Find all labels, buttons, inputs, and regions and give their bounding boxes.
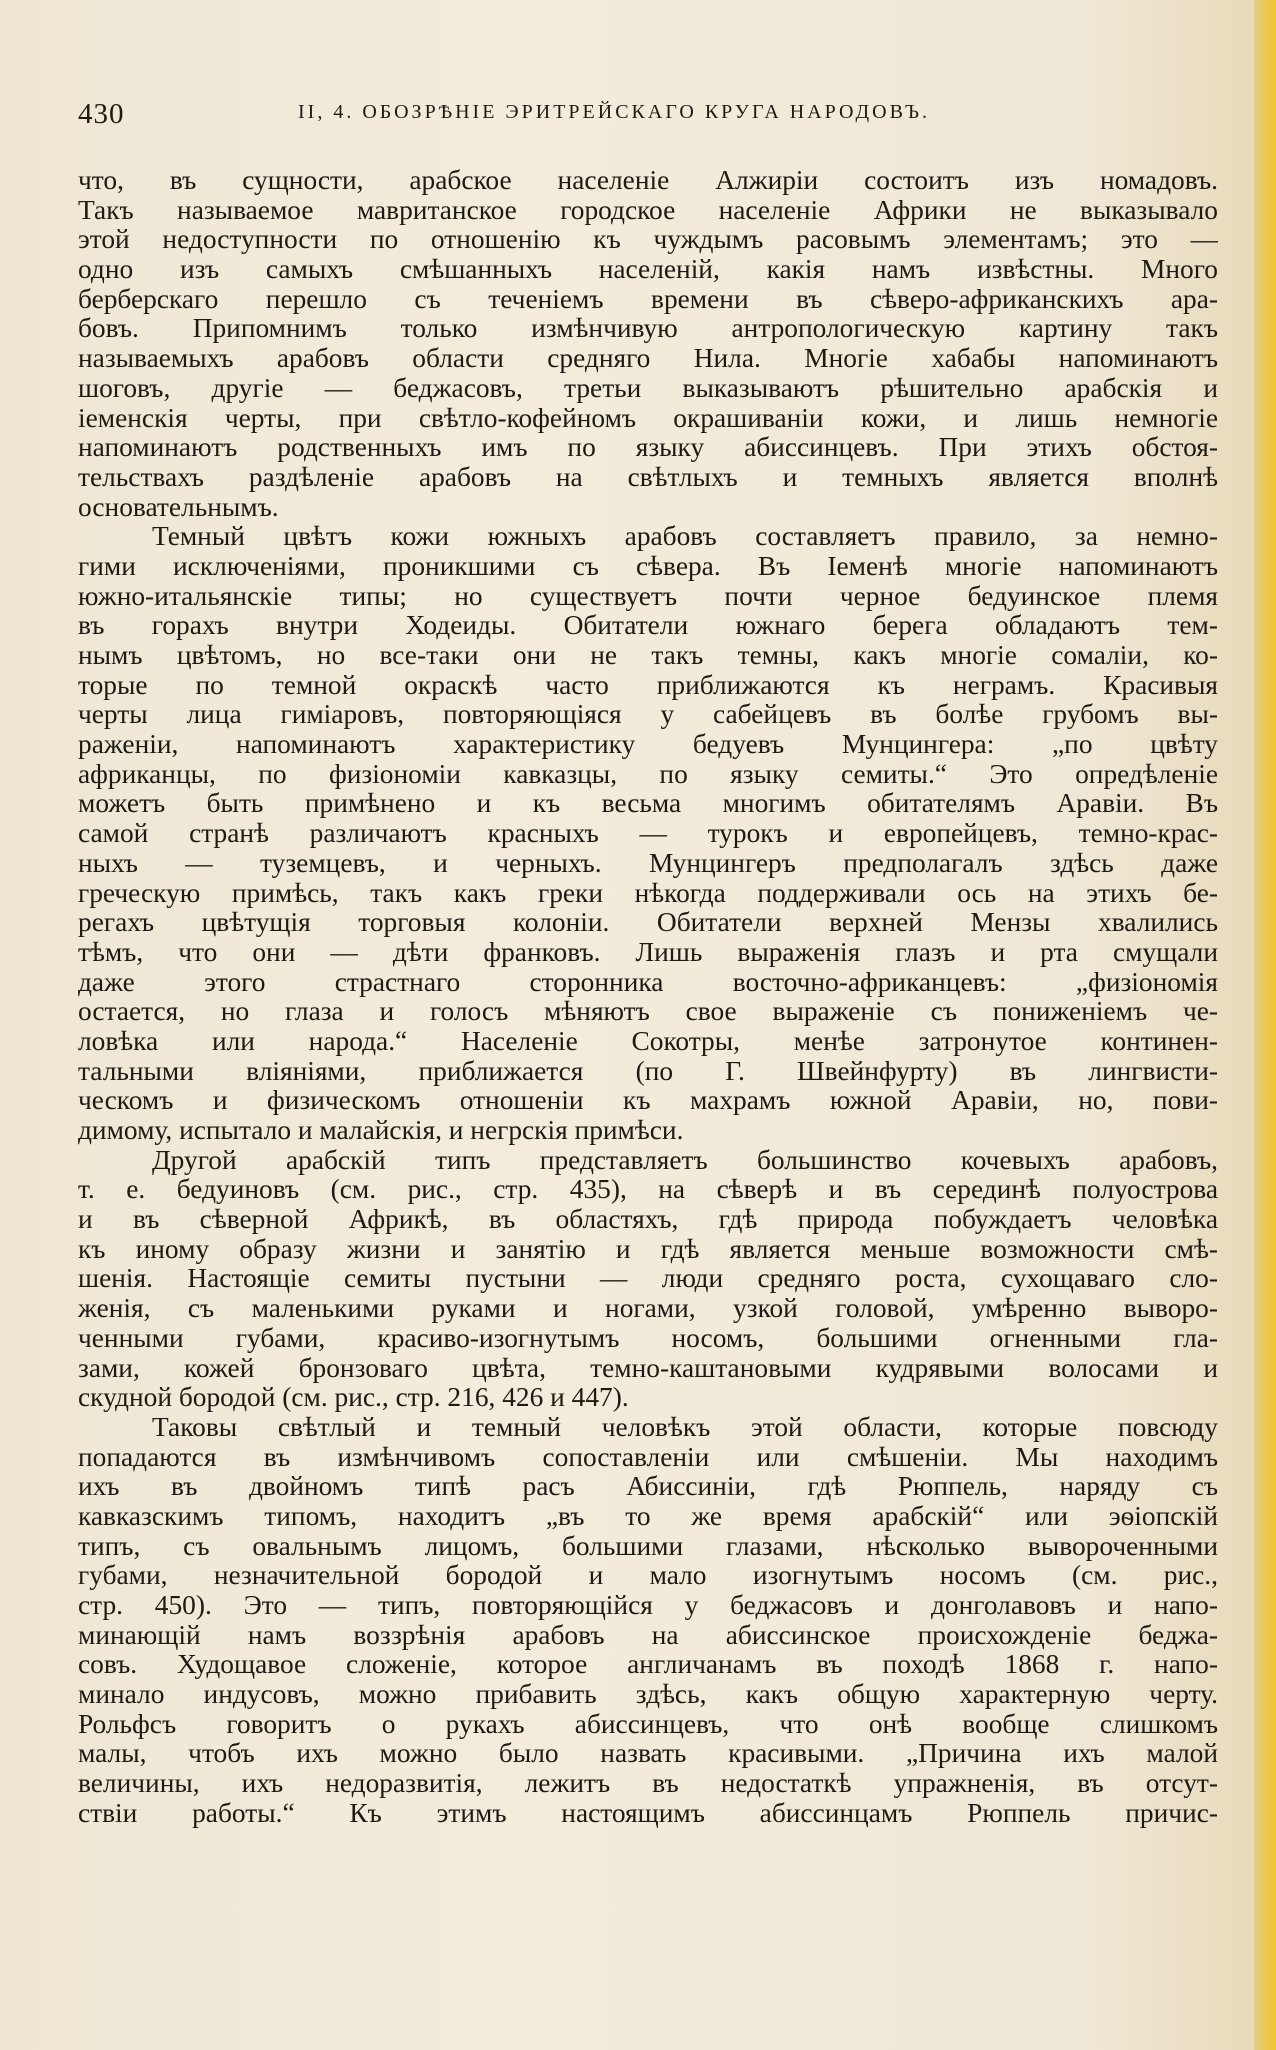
text-line: тальными вліяніями, приближается (по Г. Швейнфурту) въ лингвисти- <box>78 1056 1218 1086</box>
body-text <box>78 166 1218 1829</box>
text-line: одно изъ самыхъ смѣшанныхъ населеній, какія намъ извѣстны. Много <box>78 255 1218 285</box>
text-line: тельствахъ раздѣленіе арабовъ на свѣтлыхъ и темныхъ является вполнѣ <box>78 462 1218 492</box>
page-edge <box>1254 0 1276 2050</box>
text-line: ловѣка или народа.“ Населеніе Сокотры, менѣе затронутое континен- <box>78 1026 1218 1056</box>
text-line: и въ сѣверной Африкѣ, въ областяхъ, гдѣ природа побуждаетъ человѣка <box>78 1205 1218 1235</box>
text-line: ченными губами, красиво-изогнутымъ носомъ, большими огненными гла- <box>78 1323 1218 1353</box>
text-line: величины, ихъ недоразвитія, лежитъ въ недостаткѣ упражненія, въ отсут- <box>78 1769 1218 1799</box>
text-line: кавказскимъ типомъ, находитъ „въ то же время арабскій“ или эѳіопскій <box>78 1501 1218 1531</box>
page-number: 430 <box>78 98 125 130</box>
text-line: губами, незначительной бородой и мало изогнутымъ носомъ (см. рис., <box>78 1561 1218 1591</box>
text-line: греческую примѣсь, такъ какъ греки нѣкогда поддерживали ось на этихъ бе- <box>78 878 1218 908</box>
text-line: шоговъ, другіе — беджасовъ, третьи выказываютъ рѣшительно арабскія и <box>78 373 1218 403</box>
text-line: Другой арабскій типъ представляетъ большинство кочевыхъ арабовъ, <box>152 1145 1218 1175</box>
text-line: димому, испытало и малайскія, и негрскія примѣси. <box>78 1116 684 1145</box>
text-line: зами, кожей бронзоваго цвѣта, темно-каштановыми кудрявыми волосами и <box>78 1353 1218 1383</box>
text-line: напоминаютъ родственныхъ имъ по языку абиссинцевъ. При этихъ обстоя- <box>78 433 1218 463</box>
text-line: основательнымъ. <box>78 492 279 522</box>
text-line: Таковы свѣтлый и темный человѣкъ этой области, которые повсюду <box>152 1412 1218 1442</box>
text-line: нымъ цвѣтомъ, но все-таки они не такъ темны, какъ многіе сомаліи, ко- <box>78 641 1218 670</box>
text-line: Такъ называемое мавританское городское населеніе Африки не выказывало <box>78 195 1218 225</box>
text-line: даже этого страстнаго сторонника восточно-африканцевъ: „физіономія <box>78 967 1218 997</box>
text-line: южно-итальянскіе типы; но существуетъ почти черное бедуинское племя <box>78 581 1218 611</box>
text-line: ческомъ и физическомъ отношеніи къ махрамъ южной Аравіи, но, пови- <box>78 1086 1218 1116</box>
text-line: къ иному образу жизни и занятію и гдѣ является меньше возможности смѣ- <box>78 1234 1218 1264</box>
text-line: ихъ въ двойномъ типѣ расъ Абиссиніи, гдѣ Рюппель, наряду съ <box>78 1472 1218 1502</box>
text-line: минающій намъ воззрѣнія арабовъ на абиссинское происхожденіе беджа- <box>78 1620 1218 1650</box>
text-line: ныхъ — туземцевъ, и черныхъ. Мунцингеръ предполагалъ здѣсь даже <box>78 848 1218 878</box>
text-line: что, въ сущности, арабское населеніе Алжиріи состоитъ изъ номадовъ. <box>78 166 1218 195</box>
text-line: регахъ цвѣтущія торговыя колоніи. Обитатели верхней Мензы хвалились <box>78 908 1218 938</box>
text-line: въ горахъ внутри Ходеиды. Обитатели южнаго берега обладаютъ тем- <box>78 611 1218 641</box>
text-line: можетъ быть примѣнено и къ весьма многимъ обитателямъ Аравіи. Въ <box>78 789 1218 819</box>
text-line: Темный цвѣтъ кожи южныхъ арабовъ составляетъ правило, за немно- <box>152 522 1218 552</box>
text-line: называемыхъ арабовъ области средняго Нила. Многіе хабабы напоминаютъ <box>78 344 1218 374</box>
text-line: малы, чтобъ ихъ можно было назвать красивыми. „Причина ихъ малой <box>78 1739 1218 1769</box>
text-line: ствіи работы.“ Къ этимъ настоящимъ абиссинцамъ Рюппель причис- <box>78 1798 1218 1828</box>
text-line: минало индусовъ, можно прибавить здѣсь, какъ общую характерную черту. <box>78 1680 1218 1710</box>
text-line: берберскаго перешло съ теченіемъ времени въ сѣверо-африканскихъ ара- <box>78 284 1218 314</box>
text-line: самой странѣ различаютъ красныхъ — турокъ и европейцевъ, темно-крас- <box>78 819 1218 849</box>
page-header <box>78 98 1208 132</box>
text-line: іеменскія черты, при свѣтло-кофейномъ окрашиваніи кожи, и лишь немногіе <box>78 403 1218 433</box>
text-line: т. е. бедуиновъ (см. рис., стр. 435), на сѣверѣ и въ серединѣ полуострова <box>78 1175 1218 1205</box>
text-line: раженіи, напоминаютъ характеристику бедуевъ Мунцингера: „по цвѣту <box>78 730 1218 760</box>
text-line: гими исключеніями, проникшими съ сѣвера. Въ Іеменѣ многіе напоминаютъ <box>78 551 1218 581</box>
text-line: скудной бородой (см. рис., стр. 216, 426 и 447). <box>78 1383 629 1413</box>
text-line: бовъ. Припомнимъ только измѣнчивую антропологическую картину такъ <box>78 314 1218 344</box>
text-line: попадаются въ измѣнчивомъ сопоставленіи или смѣшеніи. Мы находимъ <box>78 1442 1218 1472</box>
running-title: II, 4. ОБОЗРѢНІЕ ЭРИТРЕЙСКАГО КРУГА НАРОДОВЪ. <box>298 101 930 123</box>
text-line: черты лица гиміаровъ, повторяющіяся у сабейцевъ въ болѣе грубомъ вы- <box>78 700 1218 730</box>
text-line: стр. 450). Это — типъ, повторяющійся у беджасовъ и донголавовъ и напо- <box>78 1591 1218 1620</box>
text-line: Рольфсъ говоритъ о рукахъ абиссинцевъ, что онѣ вообще слишкомъ <box>78 1709 1218 1739</box>
text-line: шенія. Настоящіе семиты пустыни — люди средняго роста, сухощаваго сло- <box>78 1264 1218 1294</box>
text-line: тѣмъ, что они — дѣти франковъ. Лишь выраженія глазъ и рта смущали <box>78 937 1218 967</box>
text-line: африканцы, по физіономіи кавказцы, по языку семиты.“ Это опредѣленіе <box>78 759 1218 789</box>
text-line: этой недоступности по отношенію къ чуждымъ расовымъ элементамъ; это — <box>78 225 1218 255</box>
text-line: типъ, съ овальнымъ лицомъ, большими глазами, нѣсколько вывороченными <box>78 1531 1218 1561</box>
text-line: совъ. Худощавое сложеніе, которое англичанамъ въ походѣ 1868 г. напо- <box>78 1650 1218 1680</box>
text-line: остается, но глаза и голосъ мѣняютъ свое выраженіе съ пониженіемъ че- <box>78 997 1218 1027</box>
text-line: женія, съ маленькими руками и ногами, узкой головой, умѣренно вывоpо- <box>78 1294 1218 1324</box>
text-line: торые по темной окраскѣ часто приближаются къ неграмъ. Красивыя <box>78 670 1218 700</box>
